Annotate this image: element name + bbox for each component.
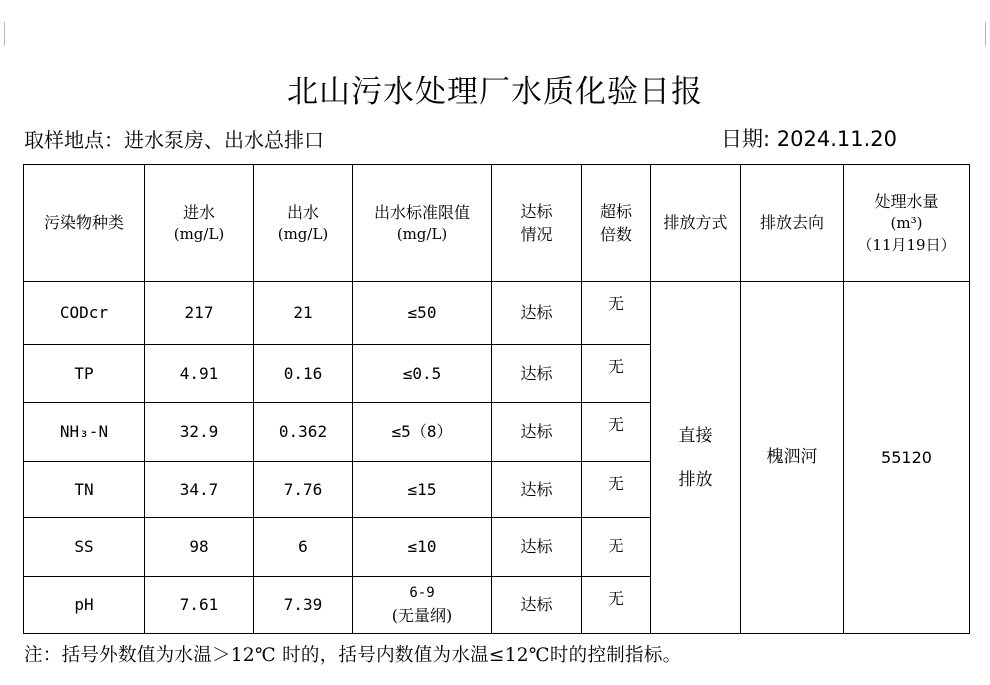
influent-value: 7.61 — [145, 577, 254, 634]
status-value: 达标 — [492, 282, 582, 345]
status-value: 达标 — [492, 518, 582, 577]
status-value: 达标 — [492, 462, 582, 518]
header-effluent-label: 出水 — [286, 202, 319, 222]
header-limit — [353, 165, 492, 282]
pollutant-name: SS — [24, 518, 145, 577]
header-influent — [145, 165, 254, 282]
pollutant-name: NH₃-N — [24, 403, 145, 462]
status-value: 达标 — [492, 577, 582, 634]
report-title: 北山污水处理厂水质化验日报 — [287, 74, 703, 110]
header-volume-date: （11月19日） — [857, 235, 956, 254]
pollutant-name: CODcr — [24, 282, 145, 345]
limit-value — [353, 577, 492, 634]
header-status-label: 达标情况 — [520, 201, 553, 244]
influent-value: 217 — [145, 282, 254, 345]
discharge-dest-cell: 槐泗河 — [741, 282, 844, 634]
header-discharge-mode-label: 排放方式 — [663, 213, 728, 233]
limit-value: ≤5（8） — [353, 403, 492, 462]
limit-value: ≤0.5 — [353, 345, 492, 403]
pollutant-name: TN — [24, 462, 145, 518]
discharge-mode-line-1: 直接 — [678, 425, 713, 446]
effluent-value: 0.16 — [254, 345, 353, 403]
discharge-mode-line-2: 排放 — [678, 469, 713, 490]
header-limit-label: 出水标准限值 — [373, 202, 470, 222]
header-effluent-unit: (mg/L) — [277, 224, 329, 243]
discharge-mode-cell — [651, 282, 741, 634]
water-quality-table — [23, 164, 970, 634]
exceed-value: 无 — [582, 345, 651, 403]
header-discharge-mode — [651, 165, 741, 282]
pollutant-name: TP — [24, 345, 145, 403]
limit-value: ≤50 — [353, 282, 492, 345]
header-volume-unit: (m³) — [890, 213, 923, 232]
effluent-value: 7.76 — [254, 462, 353, 518]
limit-range: 6-9 — [409, 585, 435, 602]
header-pollutant: 污染物种类 — [24, 165, 145, 282]
pollutant-name: pH — [24, 577, 145, 634]
effluent-value: 7.39 — [254, 577, 353, 634]
status-value: 达标 — [492, 403, 582, 462]
crop-mark-left — [0, 22, 5, 46]
sampling-location: 取样地点：进水泵房、出水总排口 — [24, 128, 324, 152]
exceed-value: 无 — [582, 282, 651, 345]
influent-value: 34.7 — [145, 462, 254, 518]
header-influent-label: 进水 — [182, 202, 215, 222]
crop-mark-right — [985, 22, 990, 46]
footnote: 注：括号外数值为水温＞12℃ 时的，括号内数值为水温≤12℃时的控制指标。 — [24, 645, 682, 666]
exceed-value: 无 — [582, 577, 651, 634]
volume-value: 55120 — [844, 282, 970, 634]
exceed-value: 无 — [582, 403, 651, 462]
status-value: 达标 — [492, 345, 582, 403]
influent-value: 32.9 — [145, 403, 254, 462]
influent-value: 4.91 — [145, 345, 254, 403]
header-exceed — [582, 165, 651, 282]
header-effluent — [254, 165, 353, 282]
limit-value: ≤10 — [353, 518, 492, 577]
influent-value: 98 — [145, 518, 254, 577]
header-limit-unit: (mg/L) — [396, 224, 448, 243]
header-volume — [844, 165, 970, 282]
header-exceed-label: 超标倍数 — [599, 201, 632, 244]
header-row — [24, 165, 970, 282]
effluent-value: 6 — [254, 518, 353, 577]
limit-note: (无量纲) — [391, 605, 453, 625]
header-status — [492, 165, 582, 282]
exceed-value: 无 — [582, 518, 651, 577]
header-volume-label: 处理水量 — [874, 191, 939, 211]
report-date: 日期: 2024.11.20 — [721, 127, 897, 151]
table-row — [24, 282, 970, 345]
exceed-value: 无 — [582, 462, 651, 518]
header-influent-unit: (mg/L) — [173, 224, 225, 243]
limit-value: ≤15 — [353, 462, 492, 518]
header-discharge-dest: 排放去向 — [741, 165, 844, 282]
effluent-value: 0.362 — [254, 403, 353, 462]
effluent-value: 21 — [254, 282, 353, 345]
